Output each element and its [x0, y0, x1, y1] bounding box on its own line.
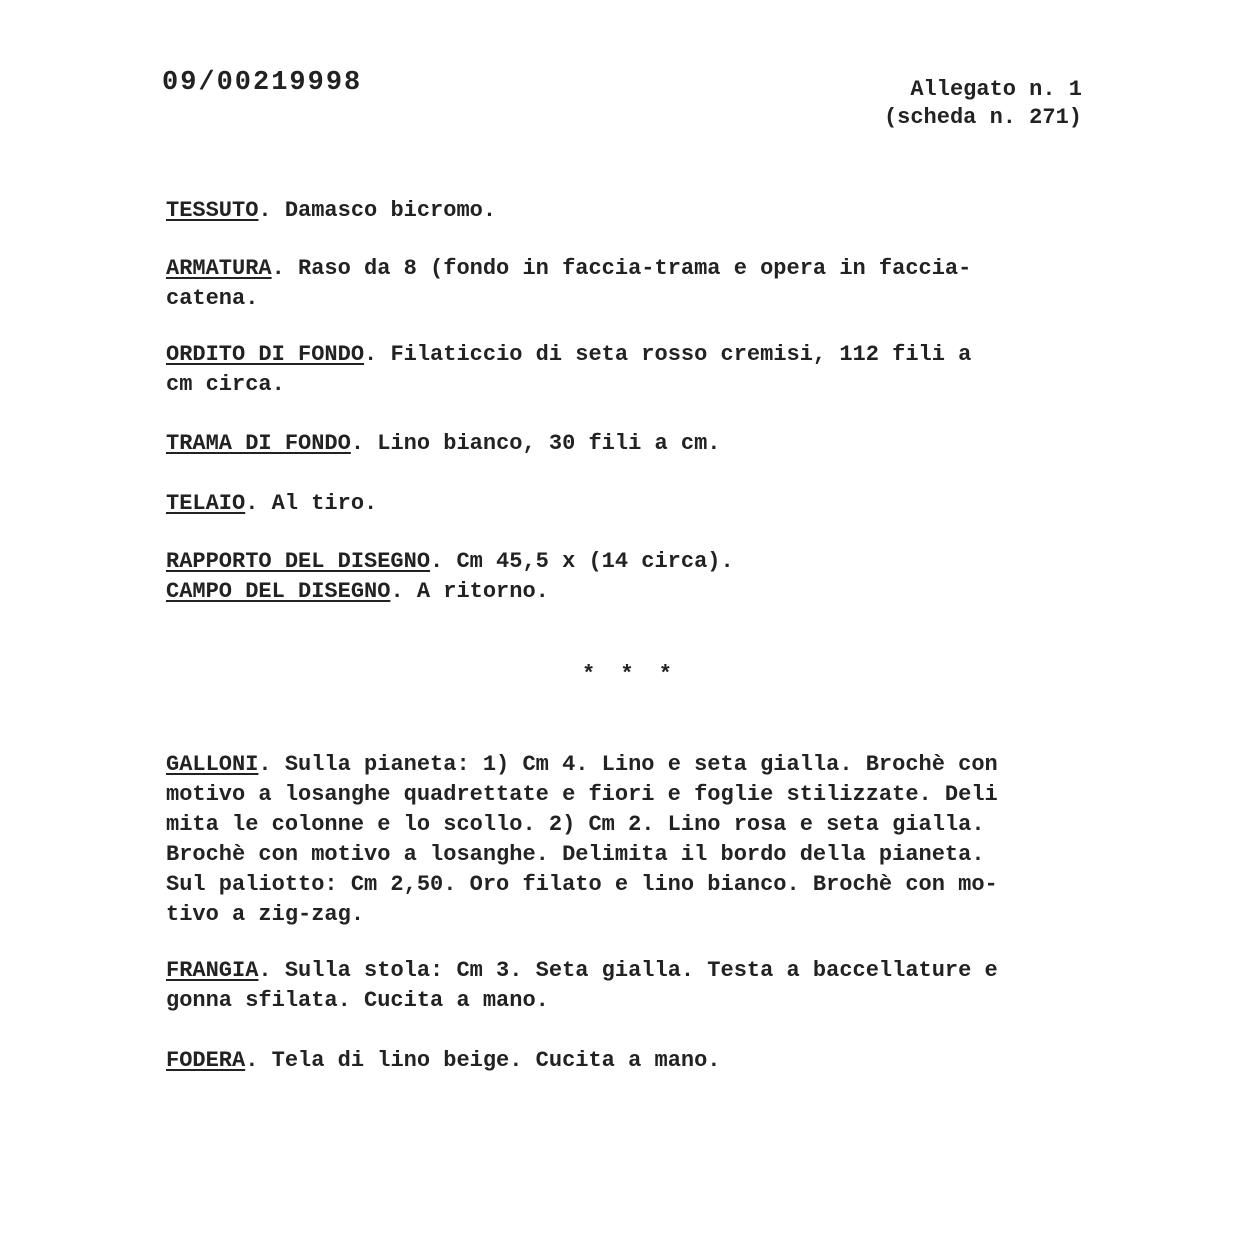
section-trama: [166, 429, 1126, 459]
section-text: . Tela di lino beige. Cucita a mano.: [245, 1048, 721, 1073]
section-fodera: [166, 1046, 1126, 1076]
section-text: . Filaticcio di seta rosso cremisi, 112 fili a: [364, 342, 972, 367]
attachment-number: Allegato n. 1: [910, 77, 1082, 102]
section-text: Sul paliotto: Cm 2,50. Oro filato e lino bianco. Brochè con mo-: [166, 872, 998, 897]
section-label: FODERA: [166, 1048, 246, 1073]
section-label: TESSUTO: [166, 198, 259, 223]
section-galloni: [166, 750, 1126, 930]
section-telaio: [166, 489, 1126, 519]
section-label: ORDITO DI FONDO: [166, 342, 365, 367]
card-number: (scheda n. 271): [883, 105, 1082, 130]
section-label: TRAMA DI FONDO: [166, 431, 351, 456]
section-label: TELAIO: [166, 491, 246, 516]
section-text: gonna sfilata. Cucita a mano.: [166, 988, 549, 1013]
section-separator: * * *: [581, 662, 678, 687]
section-text: motivo a losanghe quadrettate e fiori e foglie stilizzate. Deli: [166, 782, 998, 807]
section-text: . Lino bianco, 30 fili a cm.: [350, 431, 721, 456]
section-campo: [166, 577, 1126, 607]
section-frangia: [166, 956, 1126, 1016]
section-armatura: [166, 254, 1126, 314]
section-label: CAMPO DEL DISEGNO: [166, 579, 391, 604]
section-text: . Sulla stola: Cm 3. Seta gialla. Testa a baccellature e: [258, 958, 998, 983]
section-label: RAPPORTO DEL DISEGNO: [166, 549, 431, 574]
section-text: mita le colonne e lo scollo. 2) Cm 2. Lino rosa e seta gialla.: [166, 812, 985, 837]
section-text: . A ritorno.: [390, 579, 549, 604]
section-text: Brochè con motivo a losanghe. Delimita il bordo della pianeta.: [166, 842, 985, 867]
section-label: GALLONI: [166, 752, 259, 777]
section-tessuto: [166, 196, 1126, 226]
section-text: catena.: [166, 286, 259, 311]
section-text: tivo a zig-zag.: [166, 902, 365, 927]
section-text: . Sulla pianeta: 1) Cm 4. Lino e seta gialla. Brochè con: [258, 752, 998, 777]
attachment-header: [842, 76, 1082, 132]
section-text: cm circa.: [166, 372, 285, 397]
section-ordito: [166, 340, 1126, 400]
document-id: 09/00219998: [162, 68, 363, 98]
section-rapporto: [166, 547, 1126, 577]
section-text: . Cm 45,5 x (14 circa).: [430, 549, 734, 574]
section-text: . Raso da 8 (fondo in faccia-trama e opera in faccia-: [271, 256, 972, 281]
section-text: . Al tiro.: [245, 491, 378, 516]
section-text: . Damasco bicromo.: [258, 198, 497, 223]
section-label: ARMATURA: [166, 256, 272, 281]
section-label: FRANGIA: [166, 958, 259, 983]
